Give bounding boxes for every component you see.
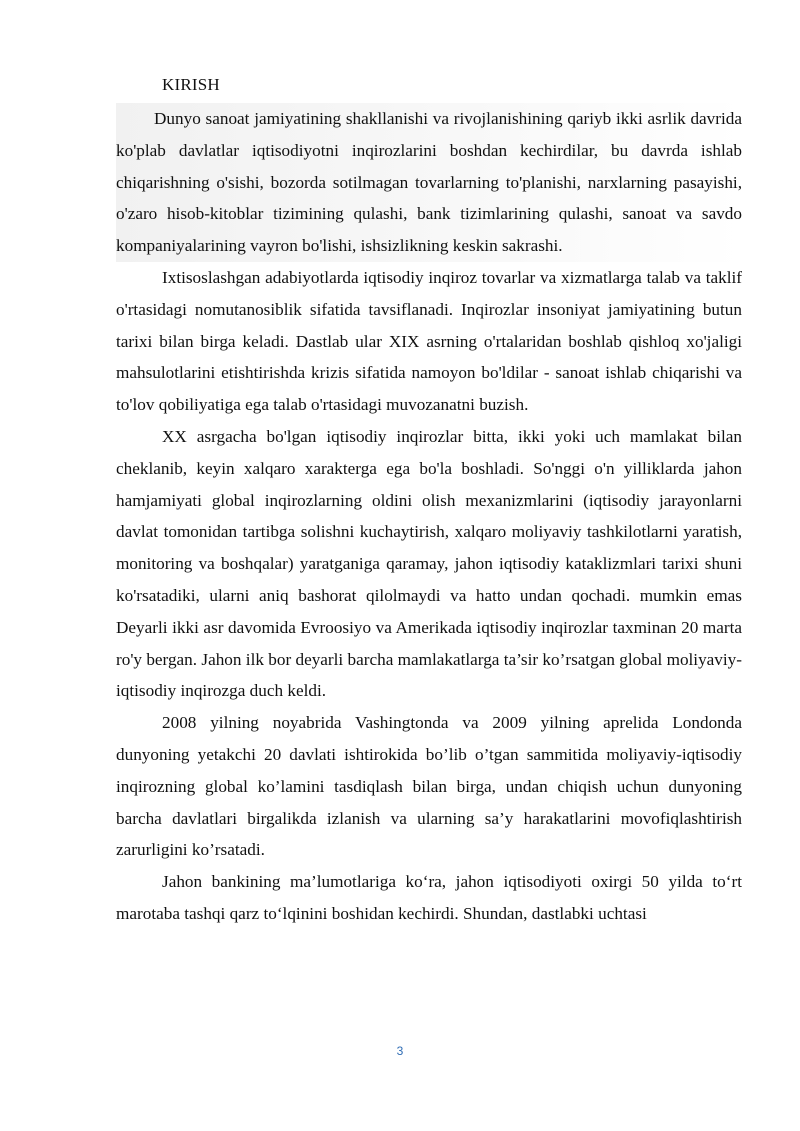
- paragraph-3: XX asrgacha bo'lgan iqtisodiy inqirozlar bitta, ikki yoki uch mamlakat bilan cheklanib, keyin xalqaro xarakterga ega bo'la boshladi. So'nggi o'n yilliklarda jahon hamjamiyati global inqirozlarning oldini olish mexanizmlarini (iqtisodiy jarayonlarni davlat tomonidan tartibga solishni kuchaytirish, xalqaro moliyaviy tashkilotlarni yaratish, monitoring va boshqalar) yaratganiga qaramay, jahon iqtisodiy kataklizmlari tarixi shuni ko'rsatadiki, ularni aniq bashorat qilolmaydi va hatto undan qochadi. mumkin emas Deyarli ikki asr davomida Evroosiyo va Amerikada iqtisodiy inqirozlar taxminan 20 marta ro'y bergan. Jahon ilk bor deyarli barcha mamlakatlarga ta’sir ko’rsatgan global moliyaviy-iqtisodiy inqirozga duch keldi.: [116, 426, 742, 701]
- page-number: 3: [396, 1044, 404, 1058]
- paragraph-5: Jahon bankining ma’lumotlariga ko‘ra, jahon iqtisodiyoti oxirgi 50 yilda to‘rt marotaba tashqi qarz to‘lqinini boshidan kechirdi. Shundan, dastlabki uchtasi: [116, 872, 742, 923]
- paragraph-4: 2008 yilning noyabrida Vashingtonda va 2009 yilning aprelida Londonda dunyoning yetakchi 20 davlati ishtirokida bo’lib o’tgan sammitida moliyaviy-iqtisodiy inqirozning global ko’lamini tasdiqlash bilan birga, undan chiqish uchun dunyoning barcha davlatlari birgalikda izlanish va ularning sa’y harakatlarini movofiqlashtirish zarurligini ko’rsatadi.: [116, 713, 742, 860]
- paragraph-2: Ixtisoslashgan adabiyotlarda iqtisodiy inqiroz tovarlar va xizmatlarga talab va taklif o'rtasidagi nomutanosiblik sifatida tavsiflanadi. Inqirozlar insoniyat jamiyatining butun tarixi bilan birga keladi. Dastlab ular XIX asrning o'rtalaridan boshlab qishloq xo'jaligi mahsulotlarini etishtirishda krizis sifatida namoyon bo'ldilar - sanoat ishlab chiqarishi va to'lov qobiliyatiga ega talab o'rtasidagi muvozanatni buzish.: [116, 267, 742, 415]
- section-heading: KIRISH: [162, 75, 220, 94]
- document-page: [116, 72, 742, 930]
- paragraph-1: Dunyo sanoat jamiyatining shakllanishi va rivojlanishining qariyb ikki asrlik davrida ko'plab davlatlar iqtisodiyotni inqirozlarini boshdan kechirdilar, bu davrda ishlab chiqarishning o'sishi, bozorda sotilmagan tovarlarning to'planishi, narxlarning pasayishi, o'zaro hisob-kitoblar tizimining qulashi, bank tizimlarining qulashi, sanoat va savdo kompaniyalarining vayron bo'lishi, ishsizlikning keskin sakrashi.: [116, 103, 742, 262]
